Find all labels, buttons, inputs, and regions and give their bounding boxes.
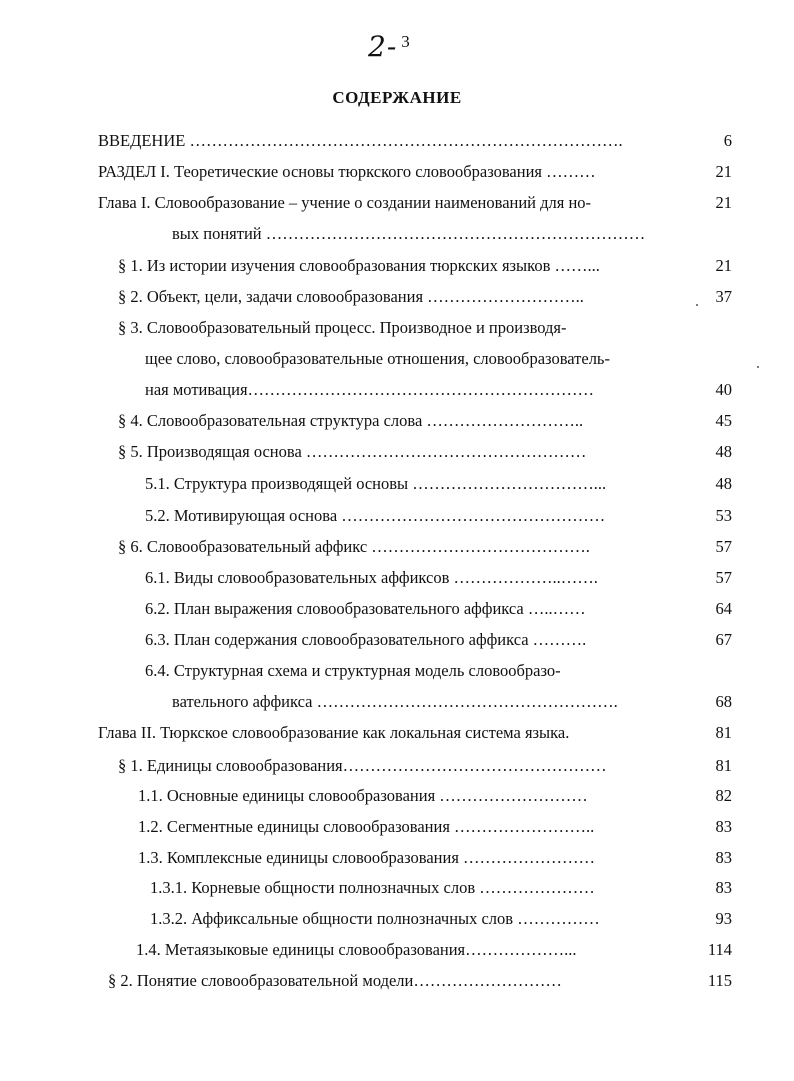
toc-entry-page: 64: [715, 599, 732, 618]
toc-entry-text: § 1. Единицы словообразования…………………………………………: [118, 756, 607, 775]
toc-entry-text: ВВЕДЕНИЕ …………………………………………………………………….: [98, 131, 623, 150]
toc-entry-page: 53: [715, 506, 732, 525]
toc-entry-text: 1.3. Комплексные единицы словообразования ……………………: [138, 848, 596, 867]
toc-entry-page: 57: [715, 568, 732, 587]
toc-entry-page: 57: [715, 537, 732, 556]
toc-entry-text: 6.4. Структурная схема и структурная модель словообразо-: [145, 661, 561, 680]
toc-entry-page: 6: [723, 131, 732, 150]
toc-entry-page: 37: [715, 287, 732, 306]
toc-entry-page: 21: [715, 256, 732, 275]
toc-entry-text: 6.2. План выражения словообразовательного аффикса …..……: [145, 599, 586, 618]
toc-entry-text: ная мотивация………………………………………………………: [145, 380, 595, 399]
toc-entry-page: 40: [715, 380, 732, 399]
scan-speck: [757, 366, 759, 368]
toc-entry-page: 93: [715, 909, 732, 928]
contents-heading: СОДЕРЖАНИЕ: [332, 88, 462, 107]
toc-entry-text: § 3. Словообразовательный процесс. Производное и производя-: [118, 318, 567, 337]
toc-entry-text: 6.3. План содержания словообразовательного аффикса ……….: [145, 630, 587, 649]
toc-entry-page: 48: [715, 474, 732, 493]
toc-entry-page: 21: [715, 193, 732, 212]
toc-entry-text: РАЗДЕЛ I. Теоретические основы тюркского словообразования ………: [98, 162, 596, 181]
toc-entry-page: 83: [715, 848, 732, 867]
toc-entry-text: щее слово, словообразовательные отношения, словообразователь-: [145, 349, 610, 368]
toc-entry-text: 5.1. Структура производящей основы ……………………………...: [145, 474, 607, 493]
toc-entry-text: § 5. Производящая основа ……………………………………………: [118, 442, 587, 461]
toc-entry-text: 1.4. Метаязыковые единицы словообразования………………...: [136, 940, 577, 959]
toc-entry-page: 45: [715, 411, 732, 430]
page-number: 3: [401, 32, 411, 51]
toc-entry-text: 6.1. Виды словообразовательных аффиксов ………………..…….: [145, 568, 598, 587]
toc-entry-page: 67: [715, 630, 732, 649]
toc-entry-page: 82: [715, 786, 732, 805]
handwritten-annotation: 2-: [368, 30, 398, 63]
toc-entry-page: 114: [707, 940, 732, 959]
toc-entry-page: 21: [715, 162, 732, 181]
toc-entry-page: 48: [715, 442, 732, 461]
toc-entry-text: § 2. Понятие словообразовательной модели………………………: [108, 971, 562, 990]
toc-entry-page: 81: [715, 723, 732, 742]
scan-speck: [696, 304, 698, 306]
toc-entry-text: § 4. Словообразовательная структура слова ………………………..: [118, 411, 584, 430]
toc-entry-text: вых понятий ……………………………………………………………: [172, 224, 646, 243]
toc-entry-page: 83: [715, 878, 732, 897]
toc-entry-text: 1.3.2. Аффиксальные общности полнозначных слов ……………: [150, 909, 600, 928]
toc-entry-text: § 2. Объект, цели, задачи словообразования ………………………..: [118, 287, 584, 306]
toc-entry-page: 81: [715, 756, 732, 775]
toc-entry-page: 68: [715, 692, 732, 711]
toc-entry-text: 1.1. Основные единицы словообразования ………………………: [138, 786, 588, 805]
toc-entry-text: 1.2. Сегментные единицы словообразования ……………………..: [138, 817, 595, 836]
toc-entry-text: Глава I. Словообразование – учение о создании наименований для но-: [98, 193, 592, 212]
toc-entry-text: вательного аффикса ……………………………………………….: [172, 692, 618, 711]
toc-entry-page: 83: [715, 817, 732, 836]
toc-entry-text: 1.3.1. Корневые общности полнозначных слов …………………: [150, 878, 595, 897]
toc-entry-text: § 6. Словообразовательный аффикс ………………………………….: [118, 537, 590, 556]
toc-entry-page: 115: [707, 971, 732, 990]
handwritten-page-mark: [368, 30, 411, 63]
toc-entry-text: 5.2. Мотивирующая основа …………………………………………: [145, 506, 606, 525]
toc-entry-text: § 1. Из истории изучения словообразования тюркских языков ……...: [118, 256, 600, 275]
toc-entry-text: Глава II. Тюркское словообразование как локальная система языка.: [98, 723, 570, 742]
